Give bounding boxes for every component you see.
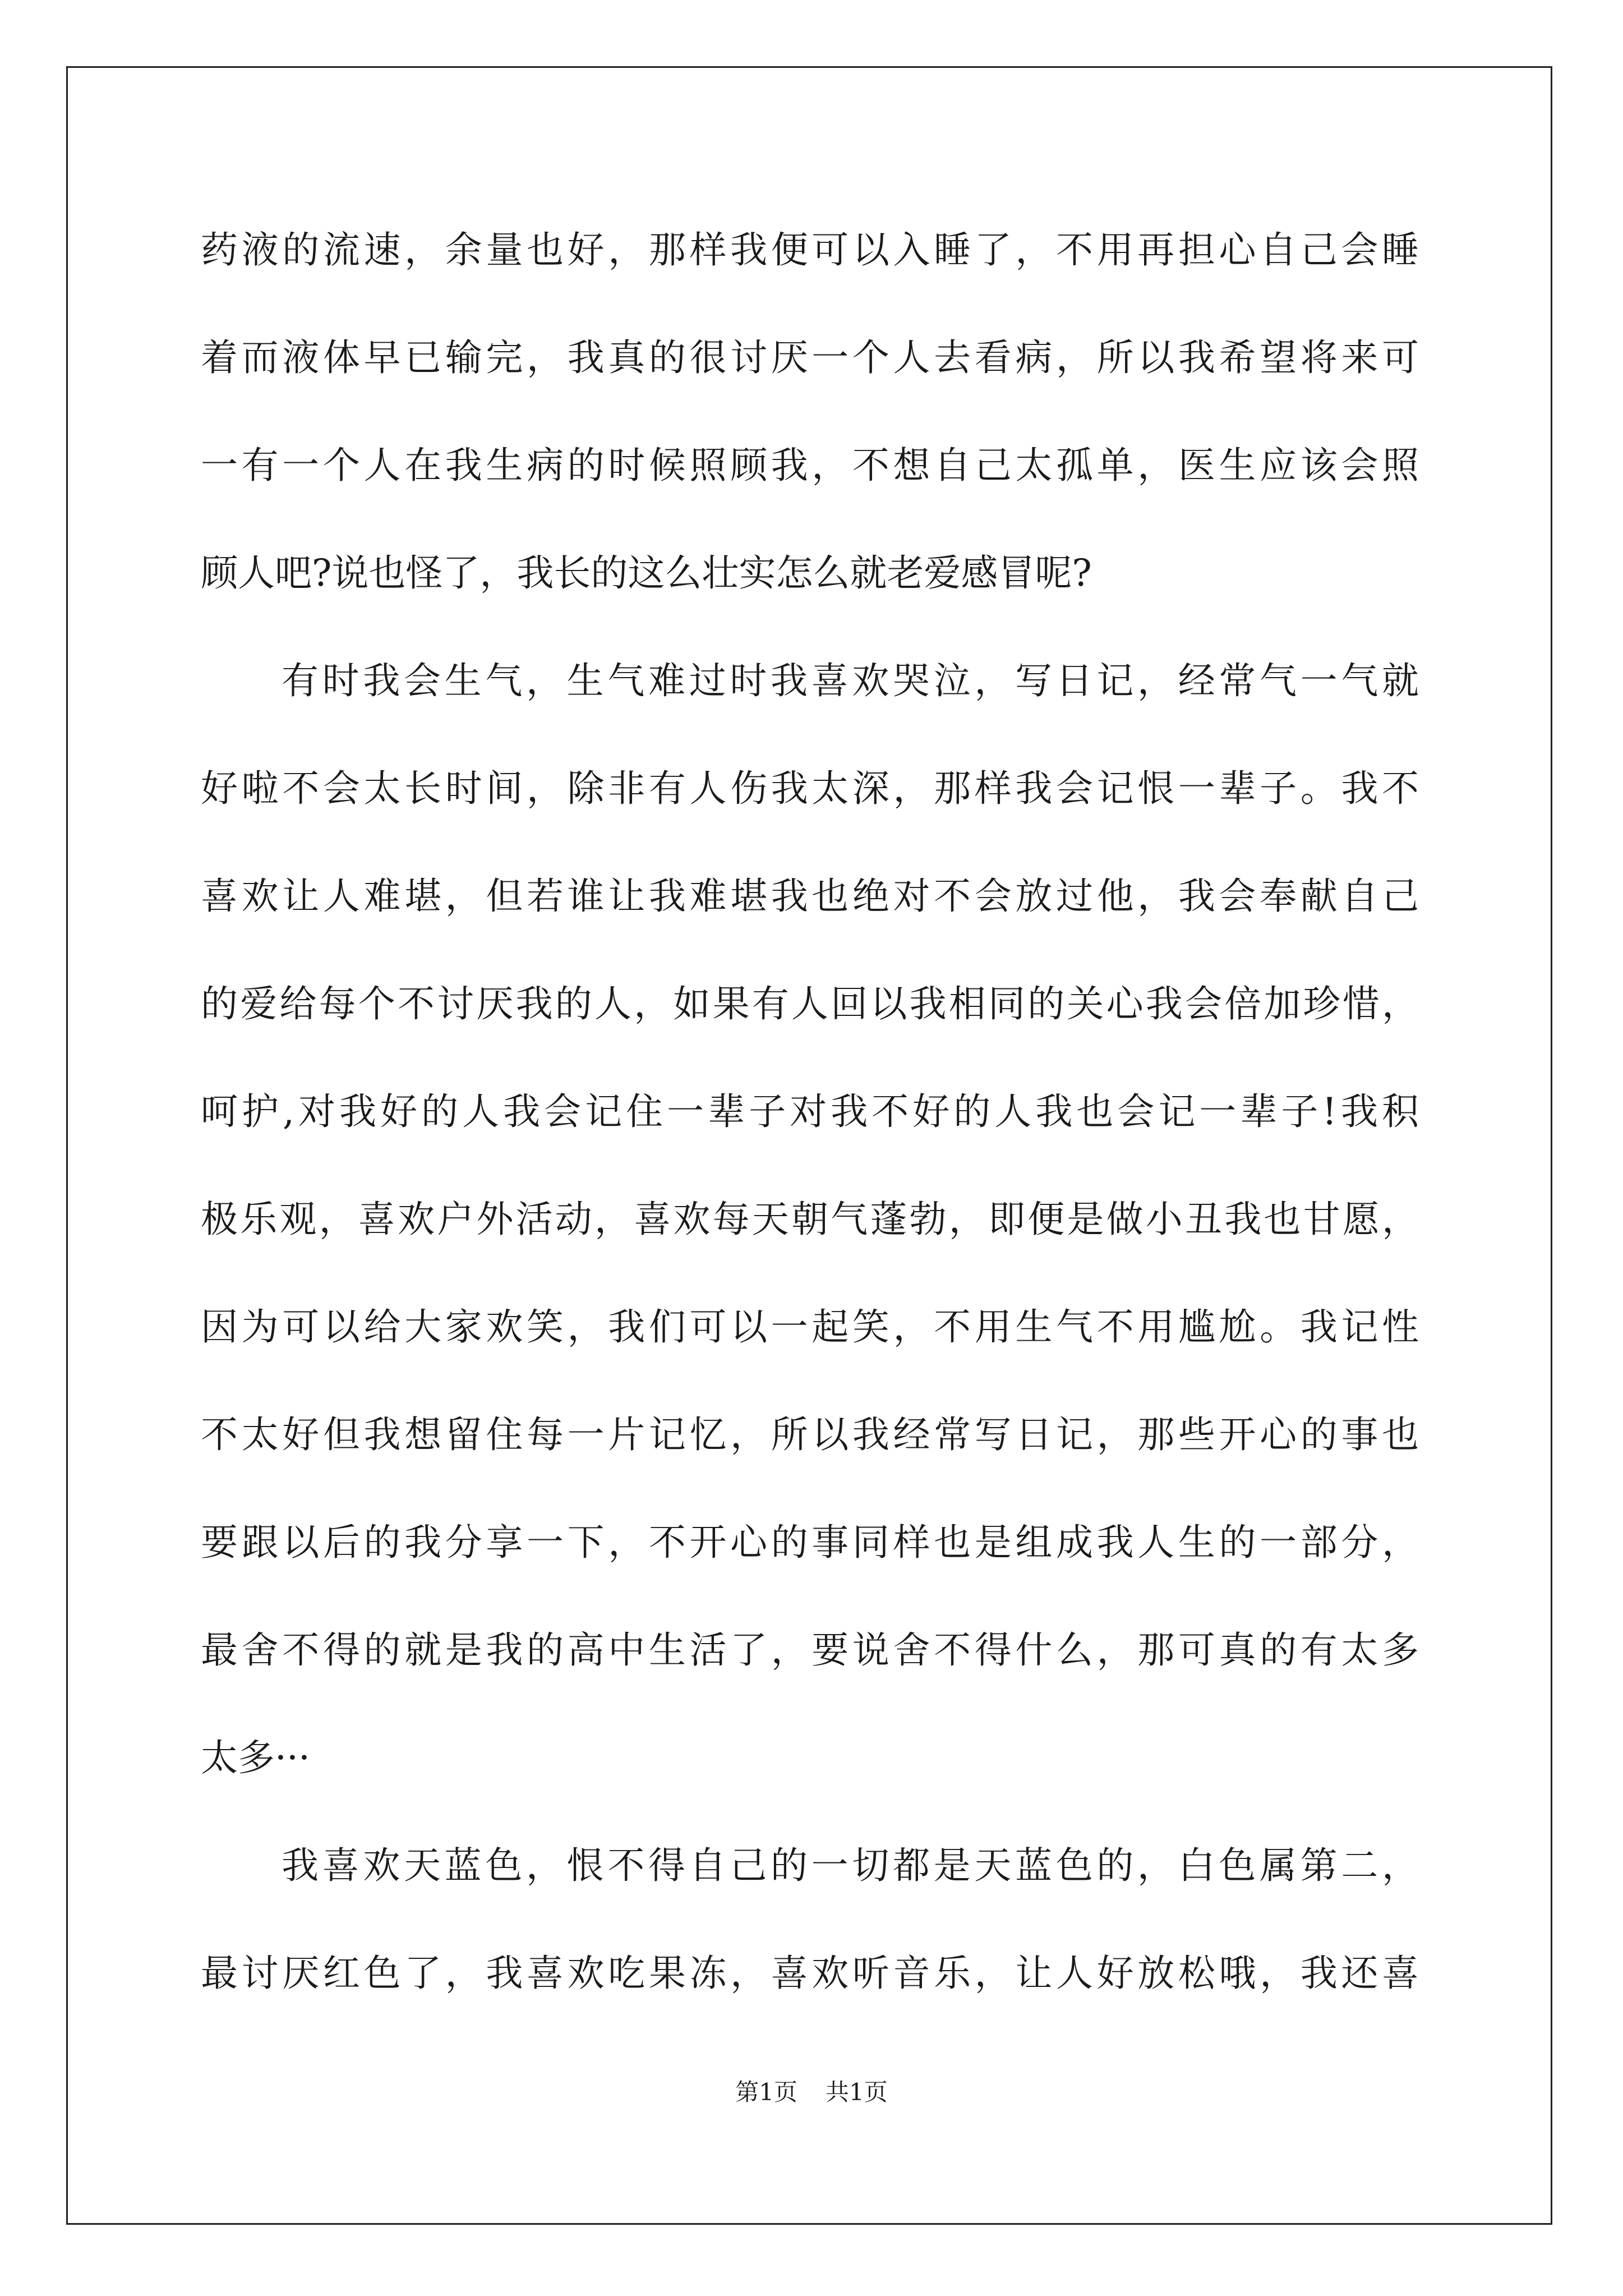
- page-number: 第1页: [735, 2078, 797, 2106]
- text-line: 呵护,对我好的人我会记住一辈子对我不好的人我也会记一辈子!我积: [201, 1090, 1419, 1133]
- text-line: 最讨厌红色了，我喜欢吃果冻，喜欢听音乐，让人好放松哦，我还喜: [201, 1952, 1419, 1995]
- text-line: 要跟以后的我分享一下，不开心的事同样也是组成我人生的一部分，: [201, 1521, 1419, 1564]
- paragraph-first-line: 有时我会生气，生气难过时我喜欢哭泣，写日记，经常气一气就: [282, 659, 1419, 702]
- text-line: 不太好但我想留住每一片记忆，所以我经常写日记，那些开心的事也: [201, 1413, 1419, 1456]
- page-footer: [0, 2076, 1623, 2109]
- text-line: 着而液体早已输完，我真的很讨厌一个人去看病，所以我希望将来可: [201, 336, 1419, 379]
- text-line: 最舍不得的就是我的高中生活了，要说舍不得什么，那可真的有太多: [201, 1628, 1419, 1672]
- paragraph-first-line: 我喜欢天蓝色，恨不得自己的一切都是天蓝色的，白色属第二，: [282, 1844, 1419, 1887]
- text-line: 极乐观，喜欢户外活动，喜欢每天朝气蓬勃，即便是做小丑我也甘愿，: [201, 1198, 1419, 1241]
- text-line: 太多···: [201, 1736, 310, 1779]
- text-line: 药液的流速，余量也好，那样我便可以入睡了，不用再担心自己会睡: [201, 228, 1419, 272]
- text-line: 好啦不会太长时间，除非有人伤我太深，那样我会记恨一辈子。我不: [201, 767, 1419, 810]
- text-line: 喜欢让人难堪，但若谁让我难堪我也绝对不会放过他，我会奉献自己: [201, 875, 1419, 918]
- text-line: 一有一个人在我生病的时候照顾我，不想自己太孤单，医生应该会照: [201, 444, 1419, 487]
- text-line: 的爱给每个不讨厌我的人，如果有人回以我相同的关心我会倍加珍惜，: [201, 982, 1419, 1025]
- document-body: [201, 211, 1419, 2042]
- text-line: 顾人吧?说也怪了，我长的这么壮实怎么就老爱感冒呢?: [201, 551, 1092, 595]
- text-line: 因为可以给大家欢笑，我们可以一起笑，不用生气不用尴尬。我记性: [201, 1305, 1419, 1349]
- page-total: 共1页: [826, 2078, 888, 2106]
